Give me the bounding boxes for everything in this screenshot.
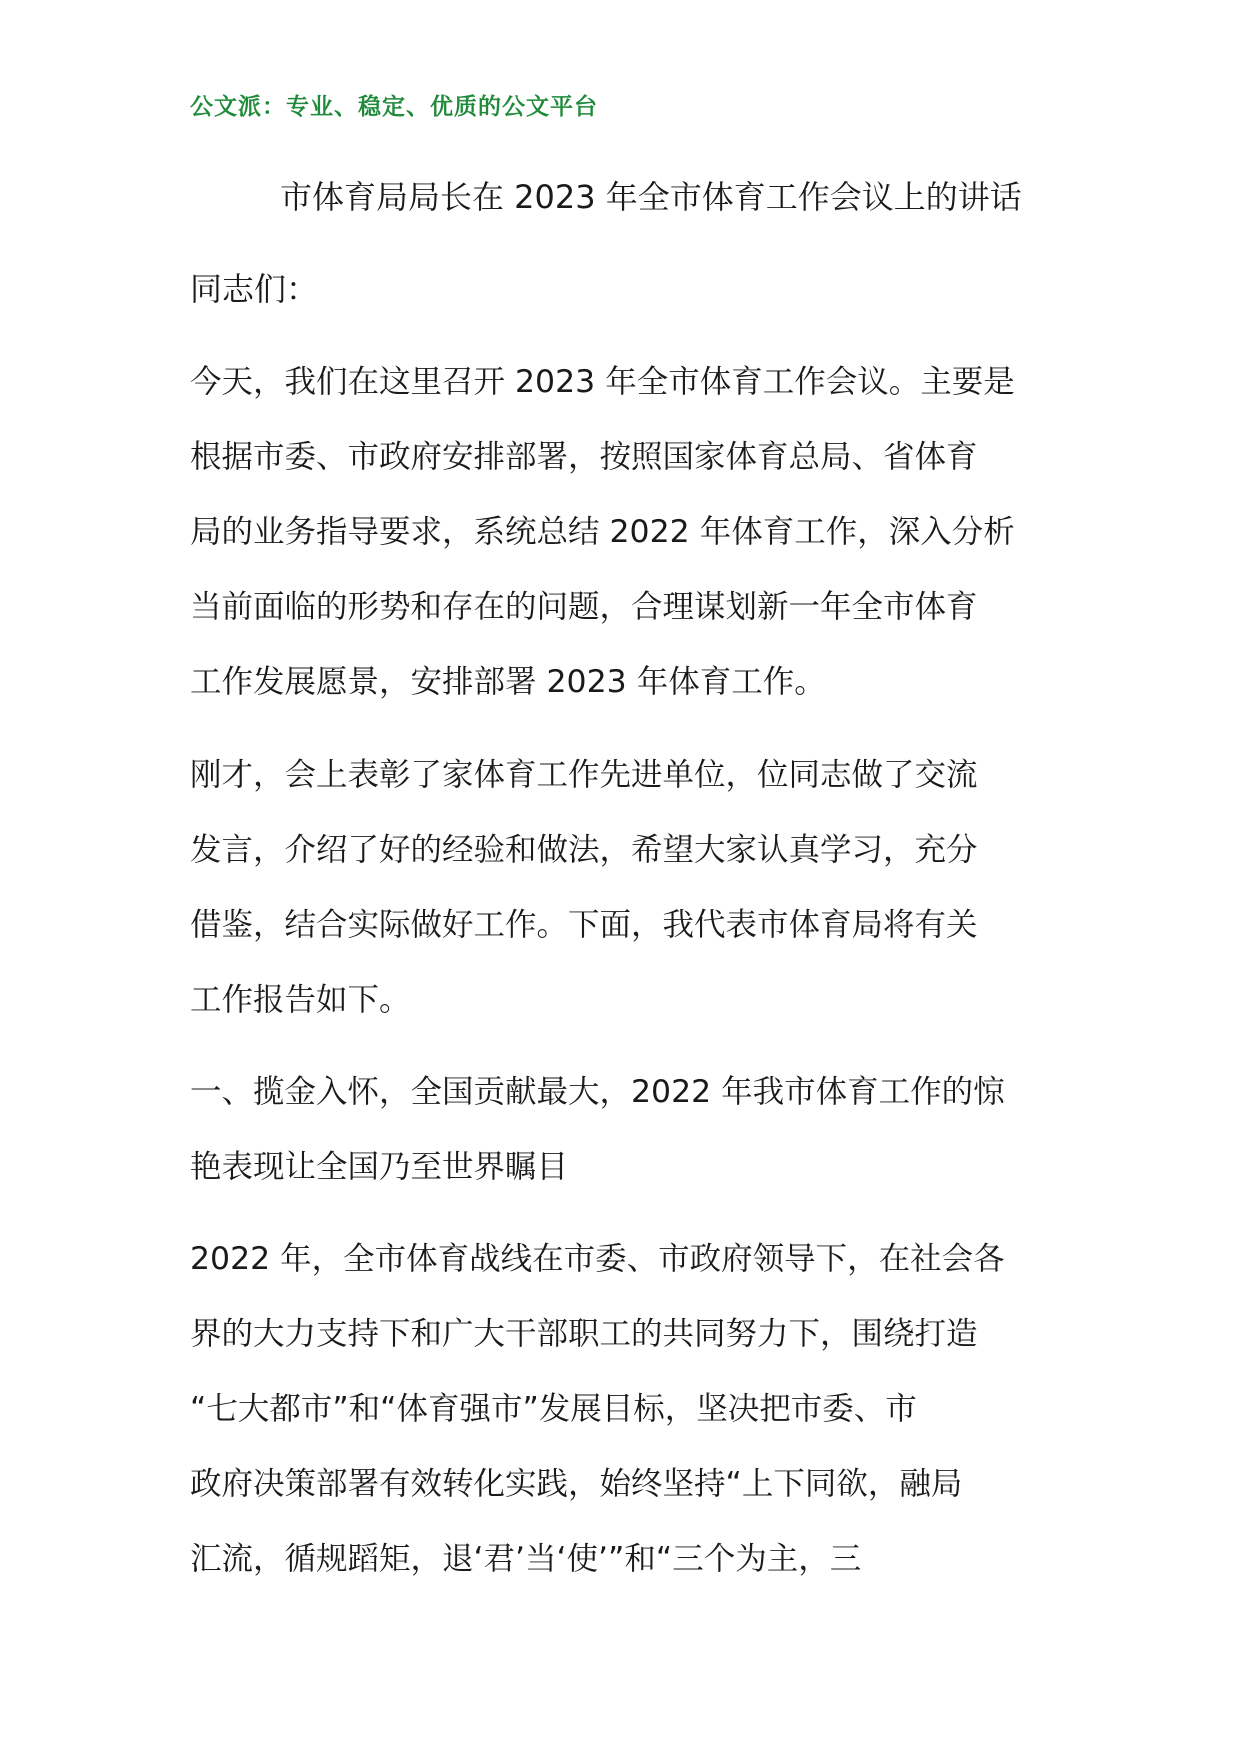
- heading-line: 一、揽金入怀，全国贡献最大，2022 年我市体育工作的惊: [190, 1074, 1005, 1110]
- paragraph-2022-review: [190, 1222, 1060, 1597]
- paragraph-commendation: [190, 738, 1060, 1038]
- paragraph-line: 工作发展愿景，安排部署 2023 年体育工作。: [190, 664, 826, 700]
- paragraph-line: 今天，我们在这里召开 2023 年全市体育工作会议。主要是: [190, 364, 1015, 400]
- brand-header: 公文派：专业、稳定、优质的公文平台: [190, 93, 598, 120]
- paragraph-line: 2022 年，全市体育战线在市委、市政府领导下，在社会各: [190, 1241, 1005, 1277]
- paragraph-line: 当前面临的形势和存在的问题，合理谋划新一年全市体育: [190, 589, 978, 625]
- paragraph-line: 政府决策部署有效转化实践，始终坚持“上下同欲，融局: [190, 1466, 963, 1502]
- document-title: 市体育局局长在 2023 年全市体育工作会议上的讲话: [280, 178, 1022, 216]
- paragraph-line: 发言，介绍了好的经验和做法，希望大家认真学习，充分: [190, 832, 978, 868]
- heading-line: 艳表现让全国乃至世界瞩目: [190, 1149, 569, 1185]
- paragraph-line: 根据市委、市政府安排部署，按照国家体育总局、省体育: [190, 439, 978, 475]
- paragraph-line: 借鉴，结合实际做好工作。下面，我代表市体育局将有关: [190, 907, 978, 943]
- paragraph-line: 界的大力支持下和广大干部职工的共同努力下，围绕打造: [190, 1316, 978, 1352]
- greeting: 同志们：: [190, 270, 319, 308]
- section-heading-1: [190, 1055, 1060, 1205]
- paragraph-line: 工作报告如下。: [190, 982, 411, 1018]
- paragraph-line: 汇流，循规蹈矩，退‘君’当‘使’”和“三个为主，三: [190, 1541, 862, 1577]
- paragraph-line: 刚才，会上表彰了家体育工作先进单位，位同志做了交流: [190, 757, 978, 793]
- paragraph-intro: [190, 345, 1060, 720]
- paragraph-line: 局的业务指导要求，系统总结 2022 年体育工作，深入分析: [190, 514, 1015, 550]
- paragraph-line: “七大都市”和“体育强市”发展目标，坚决把市委、市: [190, 1391, 917, 1427]
